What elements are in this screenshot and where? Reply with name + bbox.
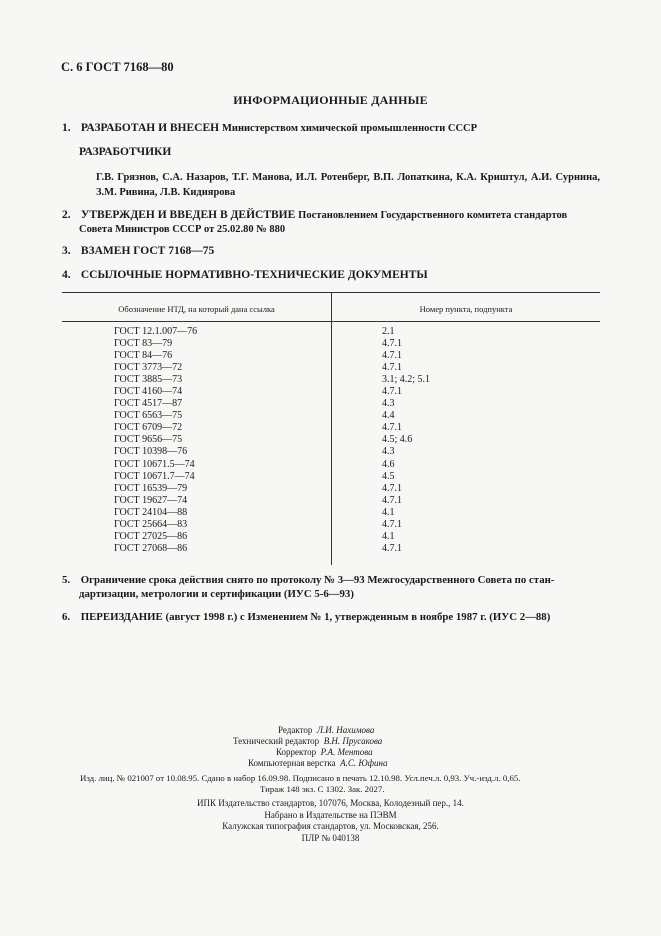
table-row	[62, 386, 600, 398]
item-text-continued: Совета Министров СССР от 25.02.80 № 880	[79, 224, 286, 235]
table-row	[62, 410, 600, 422]
table-cell-clause: 2.1	[382, 326, 395, 337]
table-cell-clause: 4.1	[382, 530, 395, 542]
table-cell-clause: 4.7.1	[382, 350, 402, 362]
item-1	[62, 121, 602, 136]
table-cell-document: ГОСТ 27068—86	[114, 542, 188, 554]
table-row	[62, 434, 600, 446]
item-text: (август 1998 г.) с Изменением № 1, утвержденным в ноябре 1987 г. (ИУС 2—88)	[165, 611, 551, 623]
table-row	[62, 446, 600, 458]
item-3	[62, 244, 602, 258]
table-header-document: Обозначение НТД, на который дана ссылка	[118, 304, 275, 314]
item-text-continued: дартизации, метрологии и сертификации (ИУС 5-6—93)	[79, 588, 354, 600]
table-row	[62, 326, 600, 338]
table-body	[62, 326, 600, 555]
reference-table	[62, 292, 600, 565]
imprint-line1: ИПК Издательство стандартов, 107076, Москва, Колодезный пер., 14.	[197, 798, 464, 808]
table-cell-clause: 4.6	[382, 458, 395, 470]
table-row	[62, 495, 600, 507]
table-cell-document: ГОСТ 25664—83	[114, 518, 188, 530]
table-cell-clause: 4.5; 4.6	[382, 434, 413, 446]
credit-editor: Редактор Л.И. Нахимова	[278, 725, 375, 735]
table-cell-document: ГОСТ 4517—87	[114, 398, 183, 410]
table-cell-clause: 4.1	[382, 506, 395, 518]
table-cell-document: ГОСТ 84—76	[114, 350, 173, 362]
table-row	[62, 483, 600, 495]
item-lead: УТВЕРЖДЕН И ВВЕДЕН В ДЕЙСТВИЕ	[80, 209, 296, 221]
table-row	[62, 507, 600, 519]
table-cell-document: ГОСТ 3773—72	[114, 362, 183, 374]
table-cell-document: ГОСТ 24104—88	[114, 506, 188, 518]
item-number: 4.	[62, 269, 71, 281]
table-row	[62, 338, 600, 350]
table-cell-document: ГОСТ 19627—74	[114, 494, 188, 506]
item-text: Постановлением Государственного комитета стандартов	[298, 210, 568, 221]
table-cell-document: ГОСТ 16539—79	[114, 482, 188, 494]
credit-corrector: Корректор Р.А. Ментова	[276, 747, 373, 757]
table-cell-clause: 4.7.1	[382, 494, 402, 506]
table-row	[62, 350, 600, 362]
table-header-clause: Номер пункта, подпункта	[419, 304, 513, 314]
item-lead: ПЕРЕИЗДАНИЕ	[80, 611, 163, 623]
table-cell-clause: 4.3	[382, 446, 395, 458]
item-5	[62, 573, 602, 601]
table-cell-document: ГОСТ 10671.5—74	[114, 458, 195, 470]
item-text: Министерством химической промышленности СССР	[221, 123, 478, 134]
table-cell-clause: 4.7.1	[382, 422, 402, 434]
table-row	[62, 519, 600, 531]
page-title: ИНФОРМАЦИОННЫЕ ДАННЫЕ	[233, 93, 428, 107]
item-number: 1.	[62, 122, 71, 134]
table-cell-document: ГОСТ 12.1.007—76	[114, 326, 198, 337]
table-cell-document: ГОСТ 6709—72	[114, 422, 183, 434]
item-number: 2.	[62, 209, 71, 221]
print-info-line2: Тираж 148 экз. С 1302. Зак. 2027.	[260, 784, 385, 794]
item-4	[62, 268, 602, 282]
item-number: 6.	[62, 611, 71, 623]
print-info-line1: Изд. лиц. № 021007 от 10.08.95. Сдано в набор 16.09.98. Подписано в печать 12.10.98. Усл.печ.л. 0,93. Уч.-изд.л. 0,65.	[80, 773, 521, 783]
item-text: Ограничение срока действия снято по протоколу № 3—93 Межгосударственного Совета по стан-	[80, 574, 555, 586]
table-cell-document: ГОСТ 27025—86	[114, 530, 188, 542]
developers-list: Г.В. Грязнов, С.А. Назаров, Т.Г. Манова, И.Л. Ротенберг, В.П. Лопаткина, К.А. Криштул, А.И. Сурнина, З.М. Ривина, Л.В. Кидиярова	[96, 172, 600, 198]
table-row	[62, 471, 600, 483]
table-cell-clause: 4.7.1	[382, 542, 402, 554]
table-cell-document: ГОСТ 3885—73	[114, 374, 183, 386]
table-cell-clause: 4.5	[382, 470, 395, 482]
imprint-line3: Калужская типография стандартов, ул. Московская, 256.	[222, 821, 439, 831]
imprint-line2: Набрано в Издательстве на ПЭВМ	[264, 809, 397, 820]
developers-heading: РАЗРАБОТЧИКИ	[79, 146, 172, 158]
table-cell-clause: 4.7.1	[382, 518, 402, 530]
imprint-line4: ПЛР № 040138	[301, 832, 360, 843]
table-cell-document: ГОСТ 10671.7—74	[114, 470, 195, 482]
table-row	[62, 374, 600, 386]
table-cell-document: ГОСТ 10398—76	[114, 446, 188, 458]
table-cell-document: ГОСТ 9656—75	[114, 434, 183, 446]
table-cell-document: ГОСТ 4160—74	[114, 386, 183, 398]
credit-layout: Компьютерная верстка А.С. Юфина	[248, 758, 388, 768]
table-row	[62, 398, 600, 410]
table-row	[62, 459, 600, 471]
table-row	[62, 422, 600, 434]
imprint	[0, 798, 661, 844]
item-lead: ССЫЛОЧНЫЕ НОРМАТИВНО-ТЕХНИЧЕСКИЕ ДОКУМЕНТЫ	[80, 269, 428, 281]
table-row	[62, 531, 600, 543]
table-cell-document: ГОСТ 6563—75	[114, 410, 183, 422]
table-row	[62, 543, 600, 555]
item-lead: РАЗРАБОТАН И ВНЕСЕН	[80, 122, 220, 134]
credit-tech-editor: Технический редактор В.Н. Прусакова	[233, 736, 383, 746]
item-lead: ВЗАМЕН ГОСТ 7168—75	[80, 245, 215, 257]
item-number: 5.	[62, 574, 71, 586]
item-2	[62, 208, 602, 237]
item-number: 3.	[62, 245, 71, 257]
table-cell-clause: 3.1; 4.2; 5.1	[382, 374, 431, 386]
table-cell-clause: 4.7.1	[382, 386, 402, 398]
table-row	[62, 362, 600, 374]
table-cell-clause: 4.7.1	[382, 338, 402, 350]
table-cell-clause: 4.4	[382, 410, 395, 422]
table-cell-clause: 4.7.1	[382, 482, 402, 494]
table-cell-document: ГОСТ 83—79	[114, 338, 173, 350]
page-header: С. 6 ГОСТ 7168—80	[61, 60, 174, 74]
table-cell-clause: 4.7.1	[382, 362, 402, 374]
item-6	[62, 610, 602, 624]
table-cell-clause: 4.3	[382, 398, 395, 410]
